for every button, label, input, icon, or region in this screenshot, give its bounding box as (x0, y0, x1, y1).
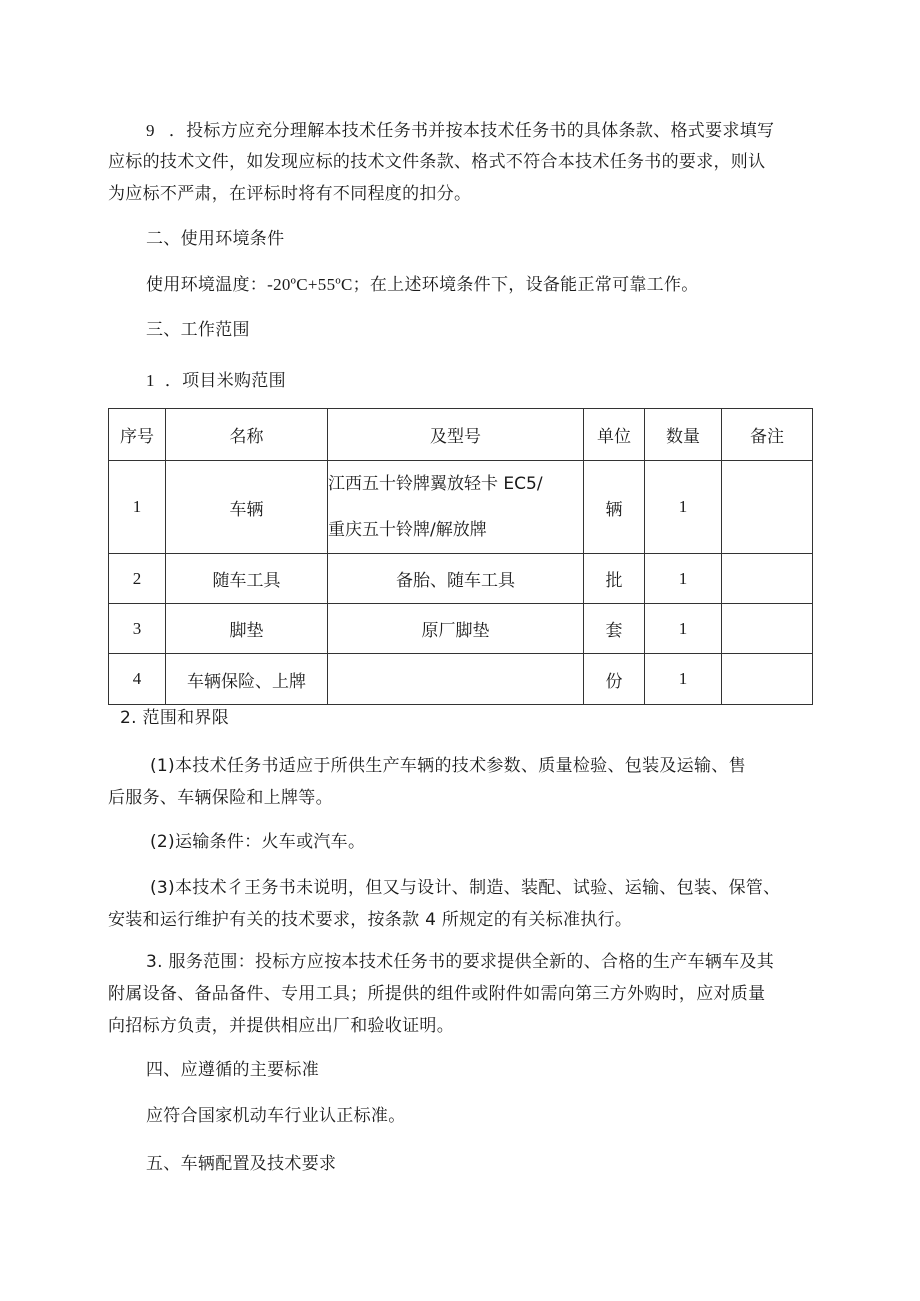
cell-no: 3 (109, 604, 166, 654)
section9-line1 (146, 114, 774, 148)
limits-item1-line1: (1)本技术任务书适应于所供生产车辆的技术参数、质量检验、包装及运输、售 (150, 756, 746, 776)
env-heading: 二、使用环境条件 (146, 229, 285, 249)
cell-qty: 1 (645, 604, 722, 654)
service-line2: 附属设备、备品备件、专用工具；所提供的组件或附件如需向第三方外购时，应对质量 (108, 984, 766, 1004)
col-header-note: 备注 (722, 409, 813, 461)
service-line3: 向招标方负责，并提供相应出厂和验收证明。 (108, 1016, 454, 1036)
cell-qty: 1 (645, 554, 722, 604)
cell-note (722, 654, 813, 705)
scope-sub1 (146, 364, 286, 398)
table-header-row (109, 409, 813, 461)
section9-number: 9 (146, 121, 155, 140)
limits-item1-line2: 后服务、车辆保险和上牌等。 (108, 788, 333, 808)
standards-text: 应符合国家机动车行业认正标准。 (146, 1106, 406, 1126)
table-row (109, 604, 813, 654)
env-temp-label: 使用环境温度： (146, 275, 268, 295)
cell-note (722, 604, 813, 654)
limits-heading: 2. 范围和界限 (120, 708, 230, 728)
table-row (109, 461, 813, 554)
cell-no: 2 (109, 554, 166, 604)
cell-model: 备胎、随车工具 (328, 554, 584, 604)
cell-name: 车辆 (166, 461, 328, 554)
cell-unit: 份 (584, 654, 645, 705)
scope-heading: 三、工作范围 (146, 320, 250, 340)
cell-name: 脚垫 (166, 604, 328, 654)
scope-sub1-number: 1 (146, 371, 155, 390)
cell-unit: 套 (584, 604, 645, 654)
cell-unit: 批 (584, 554, 645, 604)
limits-item2: (2)运输条件：火车或汽车。 (150, 832, 366, 852)
config-heading: 五、车辆配置及技术要求 (146, 1154, 337, 1174)
cell-name: 车辆保险、上牌 (166, 654, 328, 705)
col-header-name: 名称 (166, 409, 328, 461)
col-header-no: 序号 (109, 409, 166, 461)
cell-model (328, 654, 584, 705)
cell-note (722, 554, 813, 604)
limits-item3-line2: 安装和运行维护有关的技术要求，按条款 4 所规定的有关标准执行。 (108, 910, 633, 930)
service-line1: 3. 服务范围：投标方应按本技术任务书的要求提供全新的、合格的生产车辆车及其 (146, 952, 775, 972)
cell-note (722, 461, 813, 554)
scope-sub1-text: ．项目米购范围 (164, 371, 286, 391)
table-row (109, 654, 813, 705)
limits-item3-line1: (3)本技术彳王务书未说明，但又与设计、制造、装配、试验、运输、包装、保管、 (150, 878, 781, 898)
cell-model-line1: 江西五十铃牌翼放轻卡 EC5/ (328, 474, 543, 494)
col-header-unit: 单位 (584, 409, 645, 461)
col-header-model: 及型号 (328, 409, 584, 461)
cell-model (328, 461, 584, 554)
section9-line3: 为应标不严肃，在评标时将有不同程度的扣分。 (108, 184, 472, 204)
table-row (109, 554, 813, 604)
env-temp-rest: ；在上述环境条件下，设备能正常可靠工作。 (352, 275, 699, 295)
cell-no: 4 (109, 654, 166, 705)
section9-line1-text: ．投标方应充分理解本技术任务书并按本技术任务书的具体条款、格式要求填写 (168, 121, 775, 141)
cell-qty: 1 (645, 461, 722, 554)
procurement-table (108, 408, 813, 705)
standards-heading: 四、应遵循的主要标准 (146, 1060, 319, 1080)
cell-name: 随车工具 (166, 554, 328, 604)
env-temperature-line (146, 268, 699, 302)
cell-model: 原厂脚垫 (328, 604, 584, 654)
cell-model-line2: 重庆五十铃牌/解放牌 (328, 520, 487, 540)
col-header-qty: 数量 (645, 409, 722, 461)
cell-unit: 辆 (584, 461, 645, 554)
cell-no: 1 (109, 461, 166, 554)
section9-line2: 应标的技术文件，如发现应标的技术文件条款、格式不符合本技术任务书的要求，则认 (108, 152, 766, 172)
cell-qty: 1 (645, 654, 722, 705)
env-temp-value: -20ºC+55ºC (267, 275, 353, 294)
